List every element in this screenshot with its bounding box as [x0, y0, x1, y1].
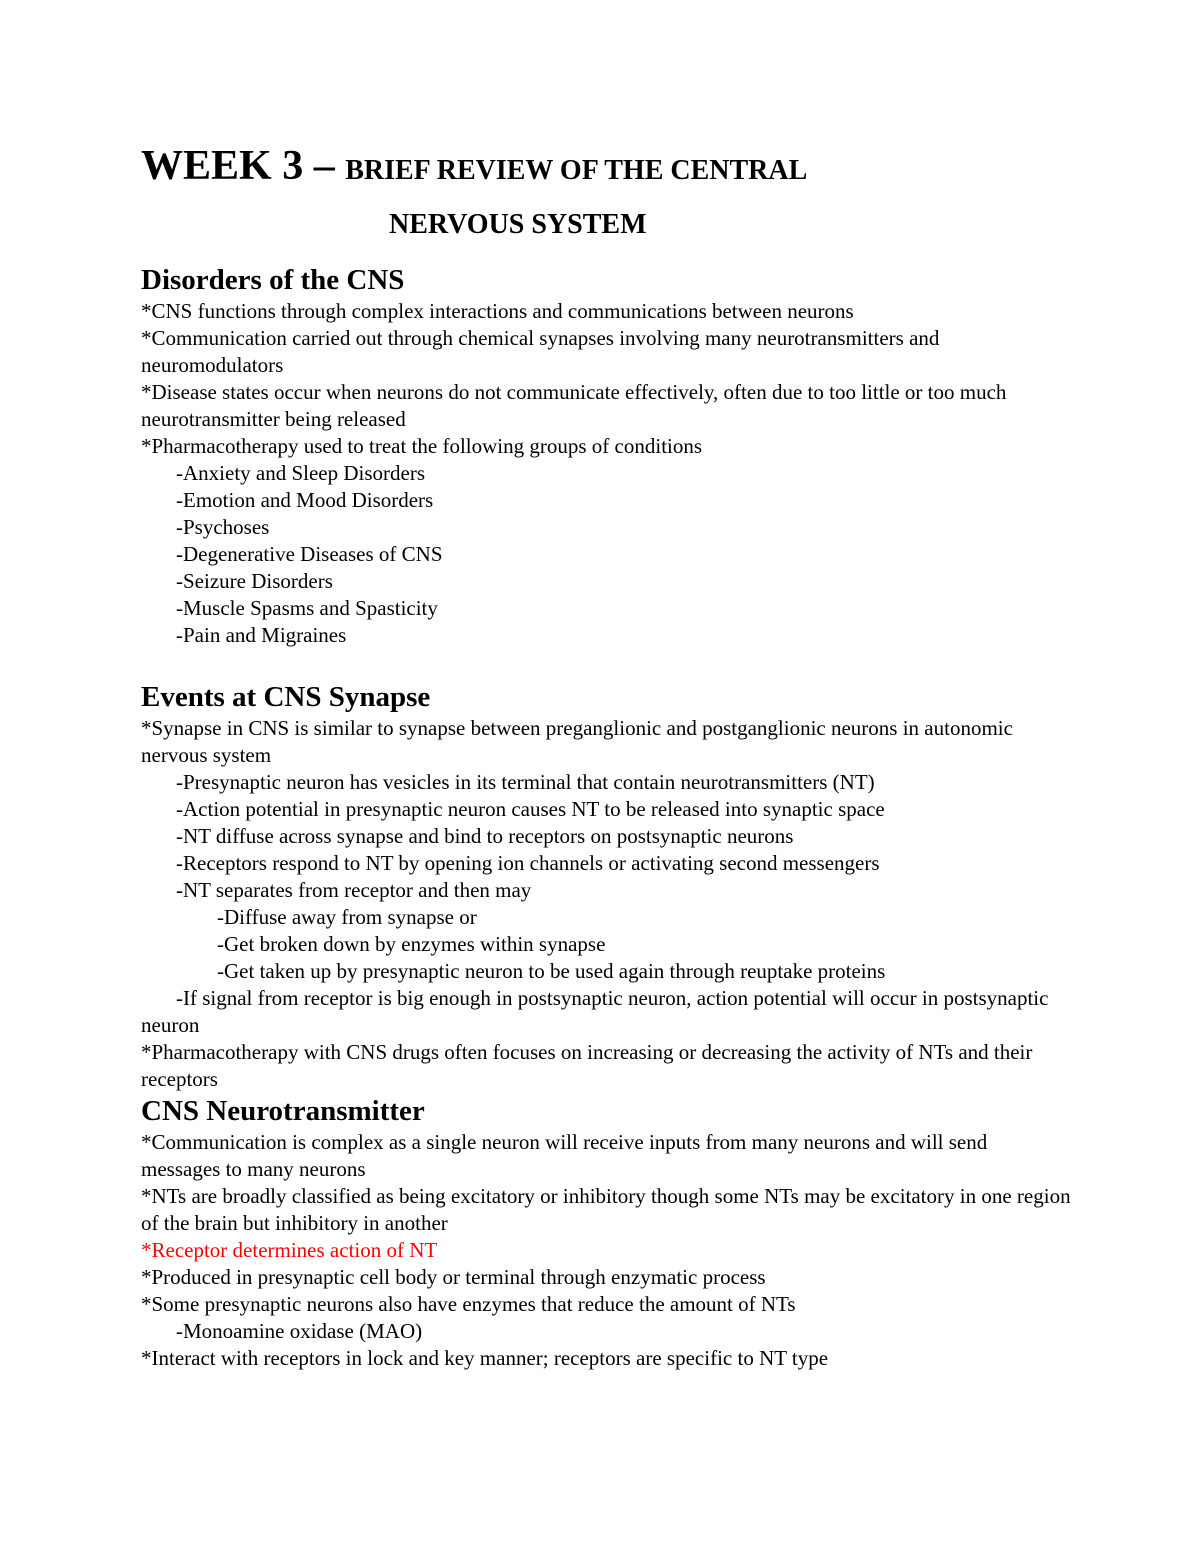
paragraph: *Pharmacotherapy with CNS drugs often focuses on increasing or decreasing the activity of NTs and their receptors: [141, 1039, 1033, 1091]
sub-list-item: -Get broken down by enzymes within synapse: [217, 931, 606, 956]
title-dash: –: [303, 143, 346, 189]
sub-list-item: -Diffuse away from synapse or: [217, 904, 477, 929]
title-week: WEEK 3: [141, 143, 304, 189]
section-neurotransmitter-body: [141, 1129, 1071, 1372]
section-disorders-body: [141, 298, 1071, 649]
paragraph: *CNS functions through complex interactions and communications between neurons: [141, 298, 854, 323]
list-item: -Degenerative Diseases of CNS: [176, 541, 443, 566]
sub-list-item: -Get taken up by presynaptic neuron to be used again through reuptake proteins: [217, 958, 886, 983]
page-title-line2: NERVOUS SYSTEM: [389, 208, 647, 240]
list-item: -Monoamine oxidase (MAO): [176, 1318, 423, 1343]
list-item: -Muscle Spasms and Spasticity: [176, 595, 438, 620]
list-item: -Emotion and Mood Disorders: [176, 487, 434, 512]
list-item: -NT diffuse across synapse and bind to receptors on postsynaptic neurons: [176, 823, 794, 848]
paragraph: *Communication carried out through chemical synapses involving many neurotransmitters and neuromodulators: [141, 325, 940, 377]
title-rest: BRIEF REVIEW OF THE CENTRAL: [345, 155, 808, 186]
paragraph: *Some presynaptic neurons also have enzymes that reduce the amount of NTs: [141, 1291, 796, 1316]
paragraph: *Produced in presynaptic cell body or terminal through enzymatic process: [141, 1264, 766, 1289]
paragraph: *Synapse in CNS is similar to synapse between preganglionic and postganglionic neurons in autonomic nervous system: [141, 715, 1013, 767]
paragraph: *Interact with receptors in lock and key manner; receptors are specific to NT type: [141, 1345, 829, 1370]
page-title: [141, 140, 1071, 193]
list-item: -Anxiety and Sleep Disorders: [176, 460, 426, 485]
paragraph: *NTs are broadly classified as being excitatory or inhibitory though some NTs may be excitatory in one region of the brain but inhibitory in another: [141, 1183, 1071, 1235]
highlighted-paragraph: *Receptor determines action of NT: [141, 1237, 438, 1262]
list-item: -Receptors respond to NT by opening ion channels or activating second messengers: [176, 850, 880, 875]
list-item: -Pain and Migraines: [176, 622, 347, 647]
section-heading-disorders: Disorders of the CNS: [141, 263, 405, 296]
list-item: -If signal from receptor is big enough in postsynaptic neuron, action potential will occur in postsynaptic neuron: [141, 985, 1049, 1037]
paragraph: *Pharmacotherapy used to treat the following groups of conditions: [141, 433, 703, 458]
paragraph: *Disease states occur when neurons do not communicate effectively, often due to too little or too much neurotransmitter being released: [141, 379, 1007, 431]
section-heading-neurotransmitter: CNS Neurotransmitter: [141, 1094, 425, 1127]
paragraph: *Communication is complex as a single neuron will receive inputs from many neurons and will send messages to many neurons: [141, 1129, 988, 1181]
document-body: [141, 140, 1071, 1372]
section-events-body: [141, 715, 1071, 1093]
list-item: -Presynaptic neuron has vesicles in its terminal that contain neurotransmitters (NT): [176, 769, 875, 794]
list-item: -Action potential in presynaptic neuron causes NT to be released into synaptic space: [176, 796, 885, 821]
list-item: -NT separates from receptor and then may: [176, 877, 532, 902]
list-item: -Psychoses: [176, 514, 270, 539]
section-heading-events: Events at CNS Synapse: [141, 680, 431, 713]
list-item: -Seizure Disorders: [176, 568, 333, 593]
